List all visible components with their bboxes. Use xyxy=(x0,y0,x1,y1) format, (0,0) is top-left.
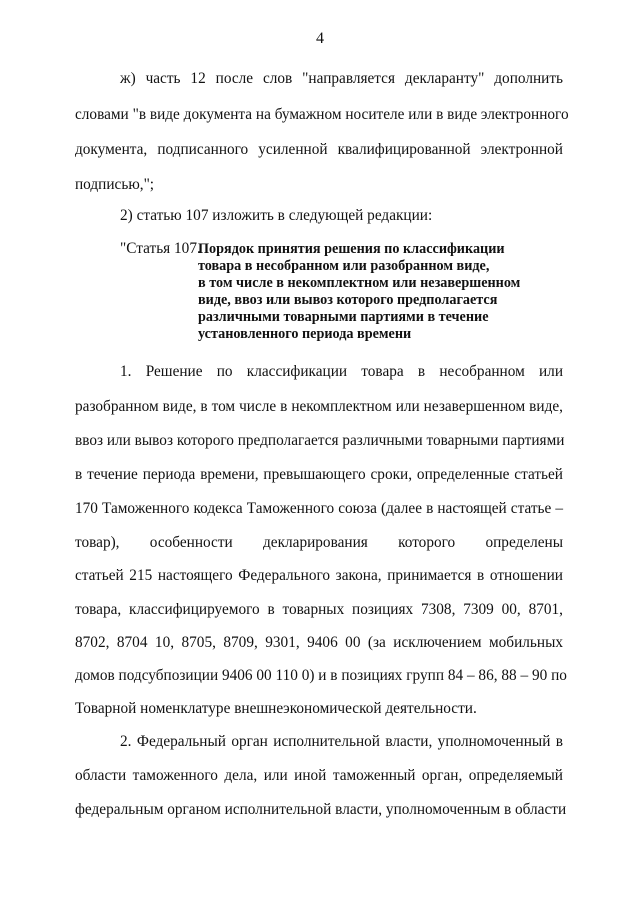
article-title-line-3: в том числе в некомплектном или незавершенном xyxy=(198,275,521,291)
article-title-line-4: виде, ввоз или вывоз которого предполагается xyxy=(198,292,498,308)
item-zh-line-1: ж) часть 12 после слов "направляется декларанту" дополнить xyxy=(120,70,563,87)
article-title-line-2: товара в несобранном или разобранном виде, xyxy=(198,258,490,274)
paragraph-1-line-9: 8702, 8704 10, 8705, 8709, 9301, 9406 00 (за исключением мобильных xyxy=(75,634,563,651)
article-title-line-1: Порядок принятия решения по классификации xyxy=(198,241,505,257)
paragraph-1-line-4: в течение периода времени, превышающего сроки, определенные статьей xyxy=(75,466,563,483)
paragraph-1-line-2: разобранном виде, в том числе в некомплектном или незавершенном виде, xyxy=(75,398,563,415)
paragraph-1-line-10: домов подсубпозиции 9406 00 110 0) и в позициях групп 84 – 86, 88 – 90 по xyxy=(75,667,567,684)
paragraph-1-line-6: товар), особенности декларирования которого определены xyxy=(75,534,563,551)
paragraph-2-line-2: области таможенного дела, или иной таможенный орган, определяемый xyxy=(75,767,563,784)
paragraph-1-line-7: статьей 215 настоящего Федерального закона, принимается в отношении xyxy=(75,567,563,584)
article-label: "Статья 107. xyxy=(120,240,201,257)
item-2: 2) статью 107 изложить в следующей редакции: xyxy=(120,207,433,224)
paragraph-2-line-1: 2. Федеральный орган исполнительной власти, уполномоченный в xyxy=(120,733,563,750)
article-title xyxy=(198,241,538,343)
paragraph-1-line-1: 1. Решение по классификации товара в несобранном или xyxy=(120,363,563,380)
paragraph-1-line-8: товара, классифицируемого в товарных позициях 7308, 7309 00, 8701, xyxy=(75,601,563,618)
paragraph-1-line-11: Товарной номенклатуре внешнеэкономической деятельности. xyxy=(75,700,477,717)
paragraph-2-line-3: федеральным органом исполнительной власти, уполномоченным в области xyxy=(75,801,567,818)
article-title-line-5: различными товарными партиями в течение xyxy=(198,309,489,325)
item-zh-line-3: документа, подписанного усиленной квалифицированной электронной xyxy=(75,141,563,158)
paragraph-1-line-5: 170 Таможенного кодекса Таможенного союза (далее в настоящей статье – xyxy=(75,500,563,517)
page-number: 4 xyxy=(316,30,324,47)
item-zh-line-2: словами "в виде документа на бумажном носителе или в виде электронного xyxy=(75,106,569,123)
paragraph-1-line-3: ввоз или вывоз которого предполагается различными товарными партиями xyxy=(75,432,565,449)
article-title-line-6: установленного периода времени xyxy=(198,326,412,342)
item-zh-line-4: подписью,"; xyxy=(75,176,155,193)
